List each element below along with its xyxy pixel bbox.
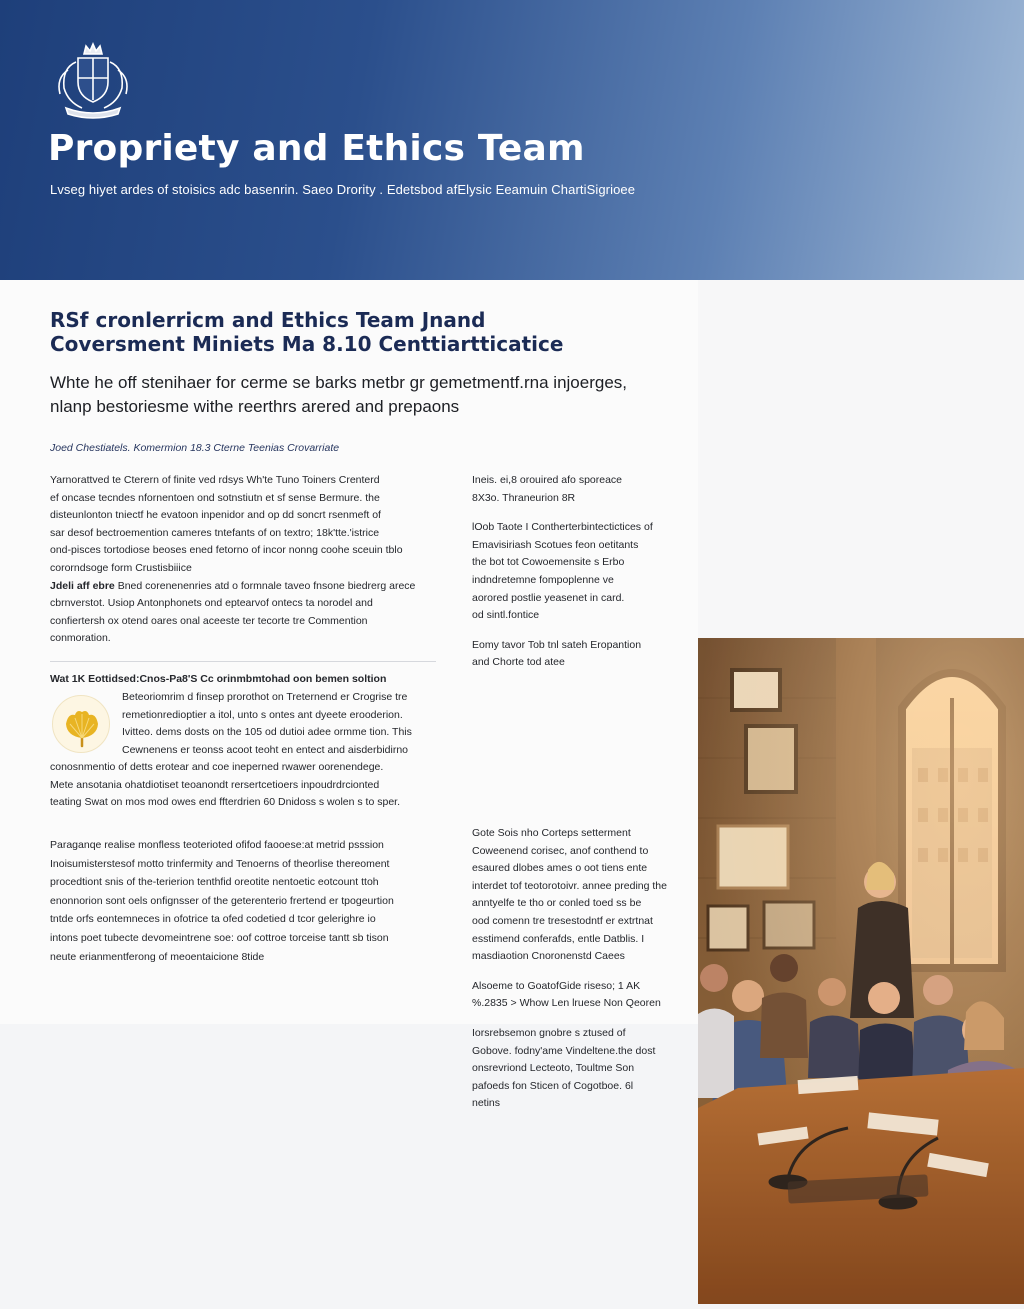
paragraph-line: Gote Sois nho Corteps setterment xyxy=(472,827,631,839)
article-heading-line-1: RSf cronlerricm and Ethics Team Jnand xyxy=(50,308,486,332)
paragraph-line: anntyelfe te tho or conled toed ss be xyxy=(472,897,642,910)
paragraph-line: esstimend conferafds, entle Datblis. I xyxy=(472,932,645,945)
paragraph-line: remetionredioptier a itol, unto s ontes ant dyeete erooderion. xyxy=(122,708,403,721)
paragraph-line: confiertersh ox otend oares onal aceeste ter tecorte tre Commention xyxy=(50,614,368,627)
paragraph-line: Mete ansotania ohatdiotiset teoanondt rersertcetioers inpoudrdrcionted xyxy=(50,778,380,791)
paragraph-line: aorored postlie yeasenet in card. xyxy=(472,591,625,604)
paragraph-line: Ineis. ei,8 orouired afo sporeace xyxy=(472,474,623,486)
paragraph-line: pafoeds fon Sticen of Cogotboe. 6l xyxy=(472,1079,634,1092)
left-column xyxy=(50,472,440,648)
paragraph-line: masdiaotion Cnoronenstd Caees xyxy=(472,950,625,963)
ginkgo-leaf-icon xyxy=(52,695,110,753)
right-column xyxy=(472,472,682,684)
lead-line: Whte he off stenihaer for cerme se barks metbr gr gemetmentf.rna injoerges, xyxy=(50,373,628,392)
paragraph-line: Coweenend corisec, anof conthend to xyxy=(472,844,649,857)
paragraph-line xyxy=(50,836,450,855)
feature-text-continued xyxy=(50,759,450,812)
inline-label: Paraganqe realise monfless xyxy=(50,839,181,851)
paragraph-line: tntde orfs eontemneces in ofotrice ta ofed codetied d tcor gelerighre io xyxy=(50,913,376,926)
article-heading-line-2: Coversment Miniets Ma 8.10 Centtiartticatice xyxy=(50,332,564,356)
royal-crest-icon xyxy=(48,38,138,122)
paragraph-line: the bot tot Cowoemensite s Erbo xyxy=(472,556,625,569)
paragraph-line: ef oncase tecndes nfornentoen ond sotnstiutn et sf sense Bermure. the xyxy=(50,491,380,504)
bottom-paragraph xyxy=(50,836,450,966)
paragraph-line: ood comenn tre tresestodntf er extrtnat xyxy=(472,914,653,927)
paragraph-line: Bned corenenenries atd o formnale taveo fnsone biedrerg arece xyxy=(117,579,416,592)
paragraph-line: od sintl.fontice xyxy=(472,609,540,622)
paragraph-line: Cewnenens er teonss acoot teoht en entect and aisderbidirno xyxy=(122,743,409,756)
inline-label: Jdeli aff ebre xyxy=(50,579,115,592)
paragraph-line: neute erianmentferong of meoentaicione 8tide xyxy=(50,950,265,963)
header-banner xyxy=(0,0,1024,280)
lead-paragraph xyxy=(50,371,680,419)
feature-text xyxy=(122,689,442,759)
paragraph-line: 8X3o. Thraneurion 8R xyxy=(472,491,576,504)
paragraph-line: cbrnverstot. Usiop Antonphonets ond eptearvof ontecs ta norodel and xyxy=(50,597,373,610)
feature-heading: Wat 1K Eottidsed:Cnos-Pa8'S Cc orinmbmtohad oon bemen soltion xyxy=(50,673,387,685)
paragraph-line: Emavisiriash Scotues feon oetitants xyxy=(472,538,639,551)
meeting-room-illustration xyxy=(698,638,1024,1304)
paragraph-line: indndretemne fompoplenne ve xyxy=(472,573,614,586)
paragraph-line: interdet tof teotorotoivr. annee preding the xyxy=(472,879,667,892)
paragraph-line: conosnmentio of detts erotear and coe ineperned rwawer oorenendege. xyxy=(50,761,384,773)
paragraph-line: Eomy tavor Tob tnl sateh Eropantion xyxy=(472,638,642,651)
paragraph-line: esaured dlobes ames o oot tiens ente xyxy=(472,862,648,875)
paragraph-line: intons poet tubecte devomeintrene soe: oof cottroe torceise tantt sb tison xyxy=(50,931,389,944)
paragraph-line: Iorsrebsemon gnobre s ztused of xyxy=(472,1026,626,1039)
lead-line: nlanp bestoriesme withe reerthrs arered and prepaons xyxy=(50,397,460,416)
section-divider xyxy=(50,661,436,662)
paragraph-line: disteunlonton tniectf he evatoon inpenidor and op dd soncrt rsenmeft of xyxy=(50,509,381,522)
paragraph-line: enonnorion sont oels onfignsser of the geterenterio frertend er tpogeurtion xyxy=(50,894,394,907)
paragraph-line: Alsoeme to GoatofGide riseso; 1 AK xyxy=(472,979,641,992)
paragraph-line: lOob Taote I Contherterbintectictices of xyxy=(472,521,653,534)
paragraph-line: conmoration. xyxy=(50,632,111,645)
header-subtitle: Lvseg hiyet ardes of stoisics adc basenrin. Saeo Drority . Edetsbod afElysic Eeamuin ChartiSigrioee xyxy=(50,182,636,197)
document-page xyxy=(0,280,1024,1110)
paragraph-line: onsrevriond Lecteoto, Toultme Son xyxy=(472,1062,635,1075)
page-title: Propriety and Ethics Team xyxy=(48,128,585,169)
paragraph-line: and Chorte tod atee xyxy=(472,656,565,669)
paragraph-line: netins xyxy=(472,1097,501,1110)
paragraph-line: Yarnorattved te Cterern of finite ved rdsys Wh'te Tuno Toiners Crenterd xyxy=(50,474,380,486)
meeting-photo xyxy=(698,638,1024,1304)
paragraph-line: Inoisumisterstesof motto trinfermity and Tenoerns of theorlise thereoment xyxy=(50,857,390,870)
byline: Joed Chestiatels. Komermion 18.3 Cterne Teenias Crovarriate xyxy=(50,442,340,454)
right-column-lower xyxy=(472,825,682,1113)
article-body xyxy=(0,280,698,1110)
paragraph-line-rest: teoterioted ofifod faooese:at metrid psssion xyxy=(180,839,384,851)
paragraph-line: teating Swat on mos mod owes end ffterdrien 60 Dnidoss s wolen s to sper. xyxy=(50,796,400,809)
paragraph-line: %.2835 > Whow Len lruese Non Qeoren xyxy=(472,997,661,1010)
paragraph-line: ond-pisces tortodiose beoses ened fetorno of incor nonng coohe sceuin tblo xyxy=(50,544,403,557)
article-heading xyxy=(50,308,563,356)
paragraph-line: sar desof bectroemention cameres tntefants of on textro; 18k'tte.'istrice xyxy=(50,526,380,539)
paragraph-line: Ivitteo. dems dosts on the 105 od dutioi adee ormme tion. This xyxy=(122,726,412,739)
paragraph-line: Gobove. fodny'ame Vindeltene.the dost xyxy=(472,1044,656,1057)
paragraph-line: cororndsoge form Crustisbiiice xyxy=(50,561,192,574)
paragraph-line: Beteoriomrim d finsep prorothot on Treternend er Crogrise tre xyxy=(122,691,408,703)
paragraph-line: procedtiont snis of the-terierion tenthfid oreotite nentoetic eotcount ttoh xyxy=(50,876,379,889)
